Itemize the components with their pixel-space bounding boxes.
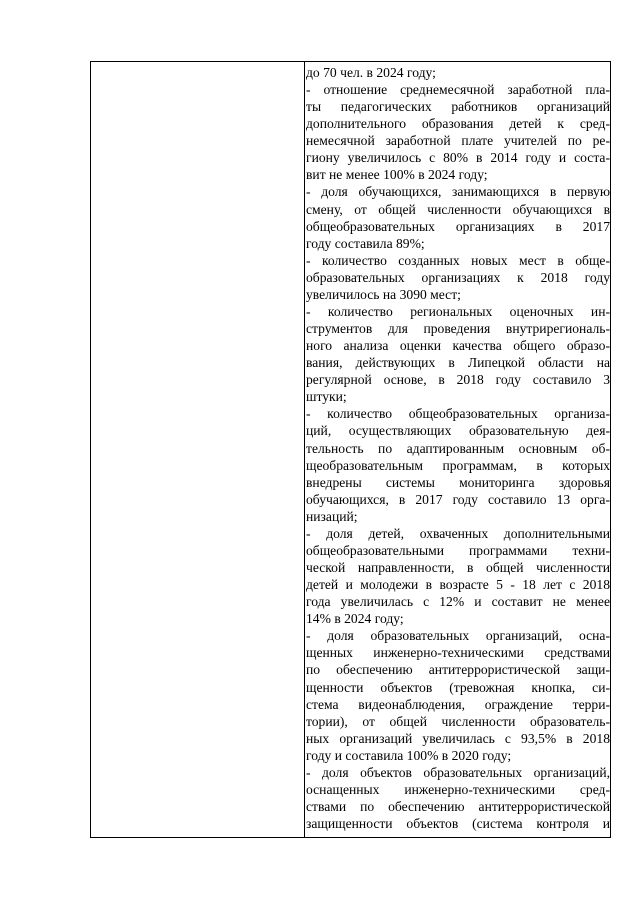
document-table: [90, 61, 611, 838]
text-line: тории), от общей численности образователь-: [306, 713, 610, 729]
text-line: году составила 89%;: [306, 235, 425, 251]
text-line: струментов для проведения внутрирегиональ-: [306, 321, 610, 337]
text-line: щеобразовательным программам, в которых: [306, 457, 610, 473]
text-line: - доля образовательных организаций, осна-: [306, 628, 610, 644]
text-line: - количество региональных оценочных ин-: [306, 303, 610, 319]
text-line: оснащенных инженерно-техническими сред-: [306, 781, 610, 797]
text-line: - количество общеобразовательных организа-: [306, 406, 610, 422]
text-line: немесячной заработной плате учителей по ре-: [306, 133, 610, 149]
text-line: ствами по обеспечению антитеррористической: [306, 799, 610, 814]
text-line: ций, осуществляющих образовательную дея-: [306, 423, 610, 439]
text-line: - количество созданных новых мест в обще-: [306, 252, 610, 268]
text-line: увеличилось на 3090 мест;: [306, 286, 461, 302]
text-line: щенных инженерно-техническими средствами: [306, 645, 610, 661]
text-line: - доля детей, охваченных дополнительными: [306, 525, 610, 541]
text-line: детей и молодежи в возрасте 5 - 18 лет с 2018: [306, 577, 610, 593]
text-line: вит не менее 100% в 2024 году;: [306, 167, 488, 183]
text-line: ческой направленности, в общей численности: [306, 560, 610, 576]
text-line: общеобразовательными программами техни-: [306, 542, 610, 558]
text-line: - доля обучающихся, занимающихся в первую: [306, 184, 610, 200]
text-line: ных организаций увеличилась с 93,5% в 2018: [306, 730, 610, 746]
text-line: общеобразовательных организациях в 2017: [306, 218, 610, 234]
text-line: внедрены системы мониторинга здоровья: [306, 474, 610, 490]
text-line: года увеличилась с 12% и составит не менее: [306, 594, 610, 610]
table-left-cell: [91, 62, 304, 837]
text-line: 14% в 2024 году;: [306, 611, 404, 627]
text-line: - отношение среднемесячной заработной пла-: [306, 82, 610, 98]
text-line: гиону увеличилось с 80% в 2014 году и соста-: [306, 150, 610, 166]
text-line: - доля объектов образовательных организаций,: [306, 764, 610, 780]
table-right-cell: [306, 62, 610, 837]
text-line: образовательных организациях к 2018 году: [306, 269, 610, 285]
text-line: смену, от общей численности обучающихся в: [306, 201, 610, 217]
text-line: защищенности объектов (система контроля и: [306, 816, 610, 832]
text-line: штуки;: [306, 389, 347, 405]
text-line: ного анализа оценки качества общего образо-: [306, 338, 610, 354]
text-line: по обеспечению антитеррористической защи-: [306, 662, 610, 678]
text-line: дополнительного образования детей к сред-: [306, 116, 610, 132]
text-line: до 70 чел. в 2024 году;: [306, 65, 436, 80]
text-line: щенности объектов (тревожная кнопка, си-: [306, 679, 610, 695]
text-line: обучающихся, в 2017 году составило 13 орга-: [306, 491, 610, 507]
text-line: ты педагогических работников организаций: [306, 99, 610, 115]
text-line: стема видеонаблюдения, ограждение терри-: [306, 696, 610, 712]
column-divider: [304, 62, 305, 837]
text-line: тельность по адаптированным основным об-: [306, 440, 610, 456]
text-line: низаций;: [306, 508, 358, 524]
text-line: году и составила 100% в 2020 году;: [306, 747, 512, 763]
text-line: регулярной основе, в 2018 году составило 3: [306, 372, 610, 388]
text-line: вания, действующих в Липецкой области на: [306, 355, 610, 371]
